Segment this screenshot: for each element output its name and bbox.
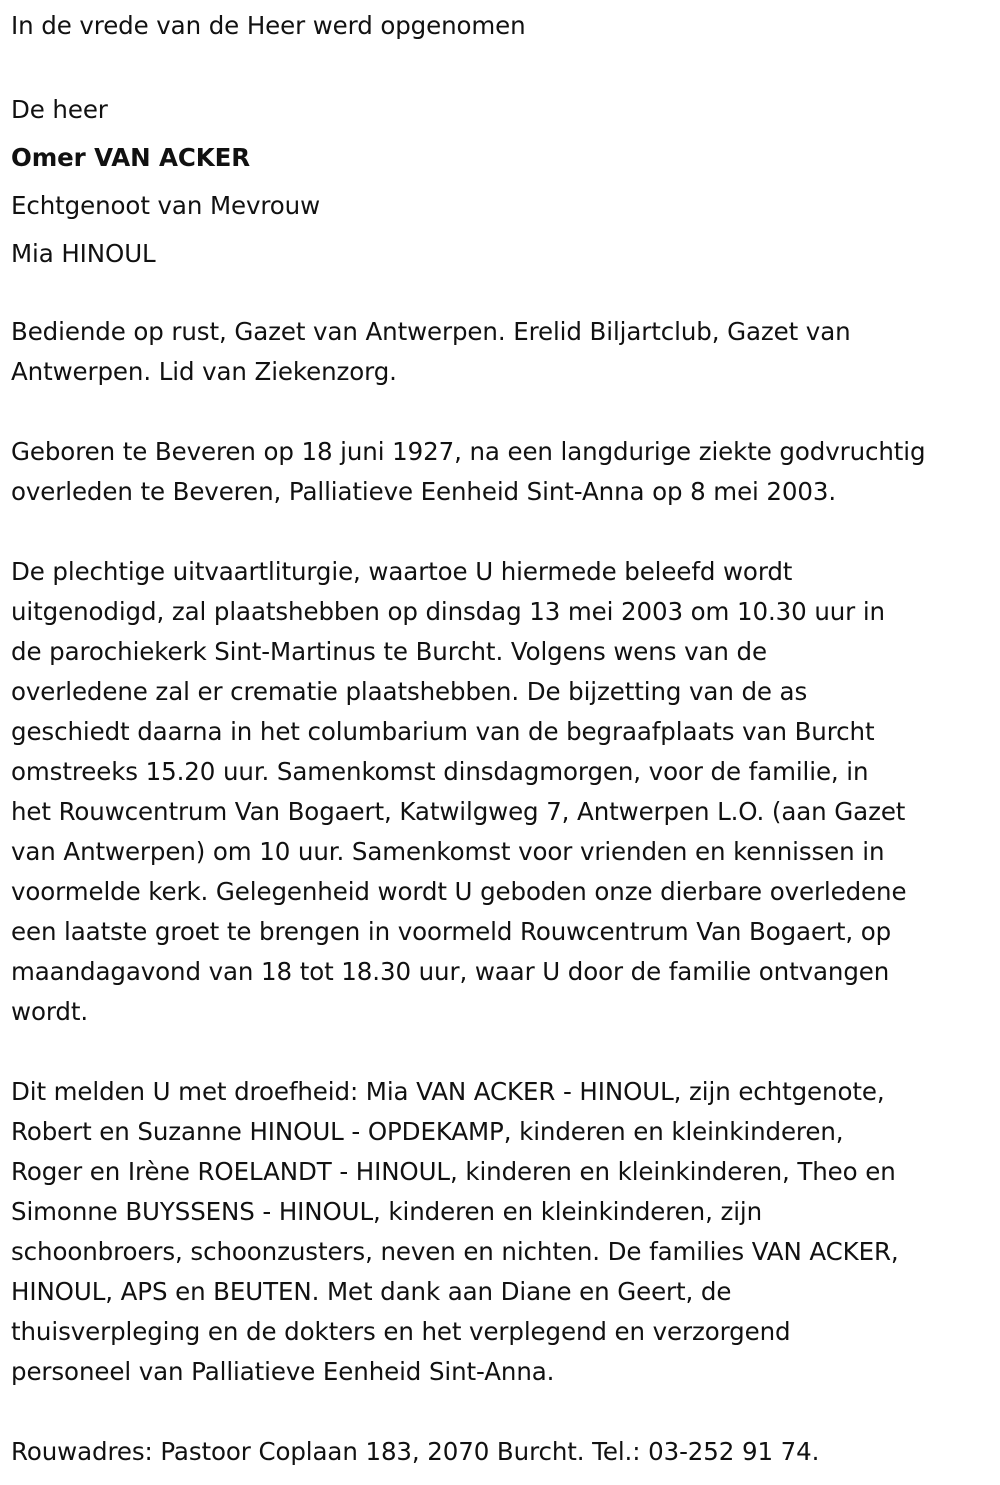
funeral-line: geschiedt daarna in het columbarium van de begraafplaats van Burcht [11,717,875,746]
occupation-line: Antwerpen. Lid van Ziekenzorg. [11,357,397,386]
birth-death-paragraph [11,432,995,512]
spacer [11,46,995,86]
family-line: personeel van Palliatieve Eenheid Sint-Anna. [11,1357,555,1386]
funeral-line: overledene zal er crematie plaatshebben. De bijzetting van de as [11,677,808,706]
intro-line: In de vrede van de Heer werd opgenomen [11,11,526,40]
funeral-line: omstreeks 15.20 uur. Samenkomst dinsdagmorgen, voor de familie, in [11,757,869,786]
occupation-line: Bediende op rust, Gazet van Antwerpen. Erelid Biljartclub, Gazet van [11,317,851,346]
funeral-line: het Rouwcentrum Van Bogaert, Katwilgweg 7, Antwerpen L.O. (aan Gazet [11,797,906,826]
family-line: thuisverpleging en de dokters en het verplegend en verzorgend [11,1317,791,1346]
spacer [11,1032,995,1072]
funeral-paragraph [11,552,995,1032]
family-line: Simonne BUYSSENS - HINOUL, kinderen en kleinkinderen, zijn [11,1197,763,1226]
occupation-paragraph [11,312,995,392]
obituary-notice [11,6,995,1472]
funeral-line: een laatste groet te brengen in voormeld Rouwcentrum Van Bogaert, op [11,917,892,946]
funeral-line: van Antwerpen) om 10 uur. Samenkomst voor vrienden en kennissen in [11,837,885,866]
birth-death-line: overleden te Beveren, Palliatieve Eenheid Sint-Anna op 8 mei 2003. [11,477,837,506]
funeral-line: maandagavond van 18 tot 18.30 uur, waar U door de familie ontvangen [11,957,890,986]
family-line: Roger en Irène ROELANDT - HINOUL, kinderen en kleinkinderen, Theo en [11,1157,896,1186]
family-line: HINOUL, APS en BEUTEN. Met dank aan Diane en Geert, de [11,1277,732,1306]
funeral-line: De plechtige uitvaartliturgie, waartoe U hiermede beleefd wordt [11,557,793,586]
deceased-name: Omer VAN ACKER [11,143,251,172]
family-line: Dit melden U met droefheid: Mia VAN ACKER - HINOUL, zijn echtgenote, [11,1077,885,1106]
family-paragraph [11,1072,995,1392]
salutation: De heer [11,95,108,124]
spacer [11,278,995,312]
spouse-name: Mia HINOUL [11,239,156,268]
mourning-address: Rouwadres: Pastoor Coplaan 183, 2070 Burcht. Tel.: 03-252 91 74. [11,1437,820,1466]
spouse-relation: Echtgenoot van Mevrouw [11,191,321,220]
funeral-line: de parochiekerk Sint-Martinus te Burcht. Volgens wens van de [11,637,767,666]
funeral-line: wordt. [11,997,89,1026]
spacer [11,392,995,432]
funeral-line: uitgenodigd, zal plaatshebben op dinsdag 13 mei 2003 om 10.30 uur in [11,597,885,626]
spacer [11,512,995,552]
funeral-line: voormelde kerk. Gelegenheid wordt U geboden onze dierbare overledene [11,877,907,906]
spacer [11,1392,995,1432]
family-line: schoonbroers, schoonzusters, neven en nichten. De families VAN ACKER, [11,1237,899,1266]
family-line: Robert en Suzanne HINOUL - OPDEKAMP, kinderen en kleinkinderen, [11,1117,844,1146]
birth-death-line: Geboren te Beveren op 18 juni 1927, na een langdurige ziekte godvruchtig [11,437,926,466]
